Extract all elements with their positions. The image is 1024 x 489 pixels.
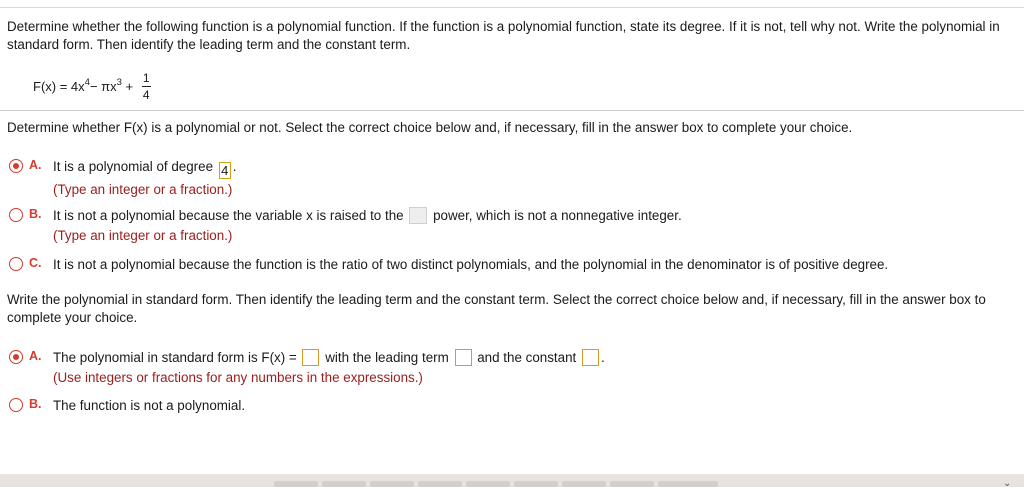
function-exp2: 3: [116, 76, 122, 88]
function-expression: [33, 66, 151, 106]
choice-text-before: It is a polynomial of degree: [53, 159, 214, 174]
choice-letter: C.: [29, 256, 42, 270]
choice-text-4: .: [601, 350, 605, 365]
bottom-toolbar-tabs: [274, 481, 718, 487]
choice-letter: B.: [29, 397, 42, 411]
power-answer-box[interactable]: [409, 207, 427, 224]
function-fraction: [142, 72, 151, 101]
toolbar-tab[interactable]: [370, 481, 414, 487]
choice-text-after: power, which is not a nonnegative integer.: [433, 208, 682, 223]
part1-choice-b[interactable]: [9, 207, 682, 245]
fraction-denominator: 4: [142, 87, 150, 102]
function-plus: +: [121, 78, 137, 94]
choice-text-after: .: [232, 159, 237, 174]
toolbar-tab[interactable]: [322, 481, 366, 487]
function-exp1: 4: [84, 76, 90, 88]
choice-text: [53, 158, 237, 199]
choice-text-1: The polynomial in standard form is F(x) =: [53, 350, 297, 365]
function-lhs: F(x) = 4x: [33, 78, 85, 94]
toolbar-tab[interactable]: [274, 481, 318, 487]
choice-text-3: and the constant: [477, 350, 577, 365]
choice-letter: A.: [29, 349, 42, 363]
part2-prompt: Write the polynomial in standard form. Then identify the leading term and the constant term. Select the correct choice below and, if necessary, fill in the answer box to complete your choice.: [7, 292, 986, 325]
constant-term-answer-box[interactable]: [582, 349, 599, 366]
choice-text: It is not a polynomial because the function is the ratio of two distinct polynomials, and the polynomial in the denominator is of positive degree.: [53, 257, 889, 272]
part1-choice-a[interactable]: [9, 158, 237, 199]
question-intro: Determine whether the following function is a polynomial function. If the function is a polynomial function, state its degree. If it is not, tell why not. Write the polynomial in standard form. Then identify the leading term and the constant term.: [7, 19, 1000, 52]
choice-text-2: with the leading term: [325, 350, 449, 365]
radio-button-selected[interactable]: [9, 350, 23, 364]
leading-term-answer-box[interactable]: [455, 349, 472, 366]
toolbar-tab[interactable]: [562, 481, 606, 487]
choice-text: [53, 207, 682, 245]
radio-button-selected[interactable]: [9, 159, 23, 173]
radio-button[interactable]: [9, 208, 23, 222]
choice-text: The function is not a polynomial.: [53, 398, 246, 413]
top-divider: [0, 7, 1024, 8]
choice-text: [53, 349, 605, 387]
toolbar-tab[interactable]: [466, 481, 510, 487]
choice-hint: (Type an integer or a fraction.): [53, 182, 233, 197]
section-divider: [0, 110, 1024, 111]
radio-dot: [13, 354, 19, 360]
toolbar-tab[interactable]: [658, 481, 718, 487]
radio-button[interactable]: [9, 257, 23, 271]
part2-choice-a[interactable]: [9, 349, 605, 387]
choice-letter: B.: [29, 207, 42, 221]
toolbar-tab[interactable]: [418, 481, 462, 487]
toolbar-tab[interactable]: [610, 481, 654, 487]
fraction-numerator: 1: [142, 70, 150, 85]
chevron-down-icon[interactable]: ⌄: [1003, 478, 1012, 489]
choice-text-before: It is not a polynomial because the variable x is raised to the: [53, 208, 404, 223]
choice-hint: (Use integers or fractions for any numbers in the expressions.): [53, 370, 423, 385]
function-mid: − πx: [89, 78, 117, 94]
standard-form-answer-box[interactable]: [302, 349, 319, 366]
radio-dot: [13, 163, 19, 169]
fraction-bar: [142, 86, 151, 87]
part1-choice-c[interactable]: [9, 256, 888, 274]
part2-choice-b[interactable]: [9, 397, 245, 415]
choice-letter: A.: [29, 158, 42, 172]
radio-button[interactable]: [9, 398, 23, 412]
toolbar-tab[interactable]: [514, 481, 558, 487]
part1-prompt: Determine whether F(x) is a polynomial or not. Select the correct choice below and, if necessary, fill in the answer box to complete your choice.: [7, 120, 853, 135]
choice-hint: (Type an integer or a fraction.): [53, 228, 233, 243]
degree-answer-box[interactable]: 4: [219, 162, 231, 179]
